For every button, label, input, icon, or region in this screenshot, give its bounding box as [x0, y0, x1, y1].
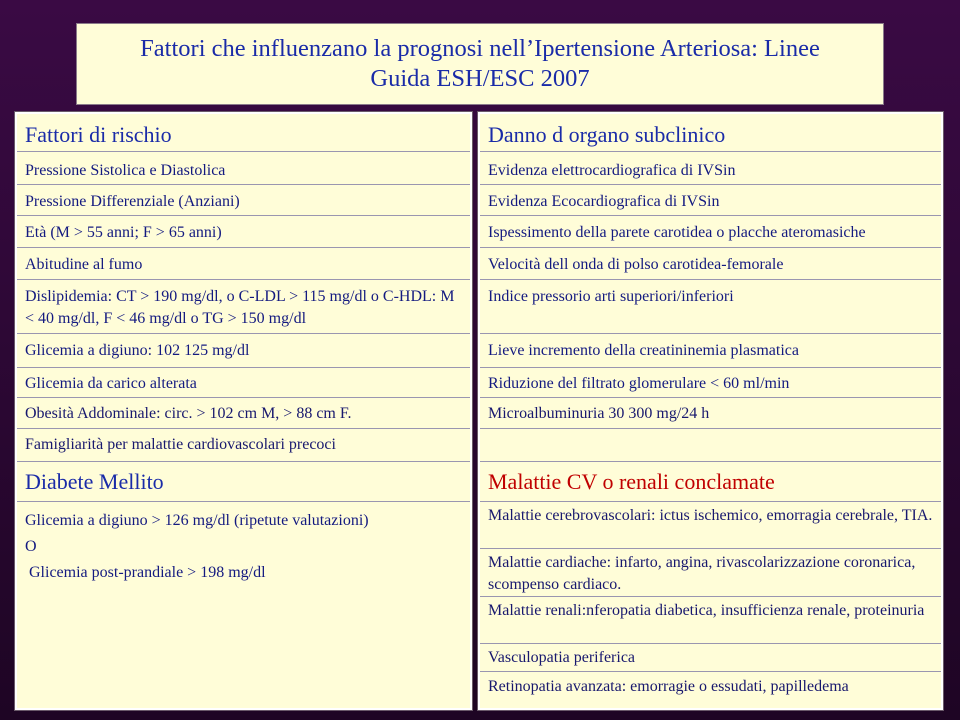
- risk-factors-panel: [15, 112, 472, 710]
- risk-factor-item: Abitudine al fumo: [17, 248, 470, 280]
- slide-title-line-1: Fattori che influenzano la prognosi nell’Ipertensione Arteriosa: Linee: [140, 35, 820, 62]
- organ-damage-panel: [478, 112, 943, 710]
- risk-factor-item: Glicemia da carico alterata: [17, 368, 470, 398]
- organ-damage-item: Microalbuminuria 30 300 mg/24 h: [480, 398, 941, 429]
- diabetes-item: O: [25, 538, 37, 555]
- organ-damage-heading: Danno d organo subclinico: [480, 118, 941, 152]
- risk-factor-item: Glicemia a digiuno: 102 125 mg/dl: [17, 334, 470, 368]
- cv-disease-item: Malattie cardiache: infarto, angina, rivascolarizzazione coronarica, scompenso cardiaco.: [480, 549, 941, 597]
- risk-factor-item: Pressione Sistolica e Diastolica: [17, 154, 470, 185]
- risk-factor-item: Età (M > 55 anni; F > 65 anni): [17, 216, 470, 248]
- cv-disease-item: Retinopatia avanzata: emorragie o essudati, papilledema: [488, 678, 849, 695]
- diabetes-heading: Diabete Mellito: [17, 462, 470, 502]
- risk-factor-item: Dislipidemia: CT > 190 mg/dl, o C-LDL > 115 mg/dl o C-HDL: M < 40 mg/dl, F < 46 mg/dl o TG > 150 mg/dl: [17, 280, 470, 334]
- risk-factor-item: Famigliarità per malattie cardiovascolari precoci: [17, 429, 470, 462]
- organ-damage-item: Indice pressorio arti superiori/inferiori: [480, 280, 941, 334]
- risk-factors-heading: Fattori di rischio: [17, 118, 470, 152]
- cv-disease-heading: Malattie CV o renali conclamate: [480, 462, 941, 502]
- cv-disease-item: Malattie renali:nferopatia diabetica, insufficienza renale, proteinuria: [480, 597, 941, 644]
- diabetes-item: Glicemia a digiuno > 126 mg/dl (ripetute valutazioni): [25, 512, 369, 529]
- organ-damage-item: Lieve incremento della creatininemia plasmatica: [480, 334, 941, 368]
- cv-disease-item: Vasculopatia periferica: [480, 644, 941, 672]
- risk-factor-item: Obesità Addominale: circ. > 102 cm M, > 88 cm F.: [17, 398, 470, 429]
- slide-title-line-2: Guida ESH/ESC 2007: [370, 65, 590, 92]
- organ-damage-item: Evidenza Ecocardiografica di IVSin: [480, 185, 941, 216]
- organ-damage-item: Ispessimento della parete carotidea o placche ateromasiche: [480, 216, 941, 248]
- organ-damage-item: Riduzione del filtrato glomerulare < 60 ml/min: [480, 368, 941, 398]
- risk-factor-item: Pressione Differenziale (Anziani): [17, 185, 470, 216]
- diabetes-item: Glicemia post-prandiale > 198 mg/dl: [25, 564, 266, 581]
- slide-title: [76, 23, 884, 105]
- organ-damage-item: Evidenza elettrocardiografica di IVSin: [480, 154, 941, 185]
- cv-disease-item: Malattie cerebrovascolari: ictus ischemico, emorragia cerebrale, TIA.: [480, 502, 941, 549]
- empty-row: [480, 429, 941, 462]
- organ-damage-item: Velocità dell onda di polso carotidea-femorale: [480, 248, 941, 280]
